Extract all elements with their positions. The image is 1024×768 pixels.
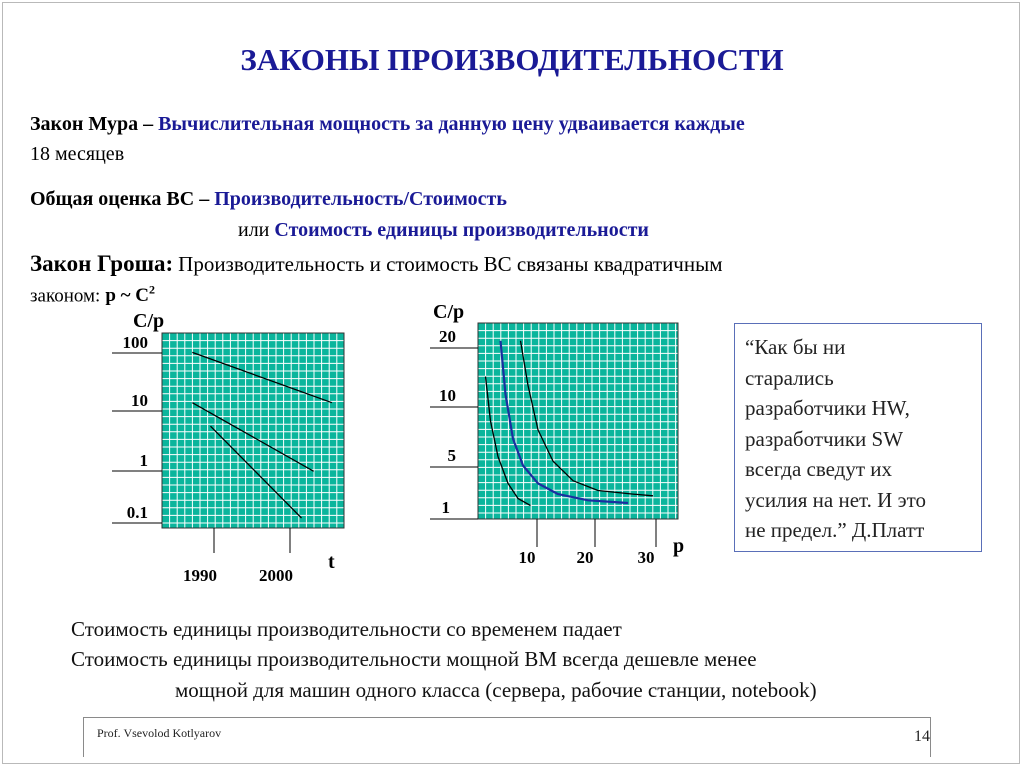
chart2-x-tick-label: 30 xyxy=(637,548,655,567)
grosch-formula-exponent: 2 xyxy=(149,283,155,297)
grosch-law-text: Производительность и стоимость ВС связаны квадратичным xyxy=(178,252,723,276)
general-estimate-line-2 xyxy=(238,219,649,242)
conclusion-line-3: мощной для машин одного класса (сервера, рабочие станции, notebook) xyxy=(175,678,817,702)
quote-line: разработчики SW xyxy=(745,426,904,451)
grosch-law-line xyxy=(30,251,723,277)
chart1-x-axis-label: t xyxy=(328,551,335,573)
moore-law-label: Закон Мура – xyxy=(30,113,154,135)
chart-cost-vs-time xyxy=(100,300,350,595)
chart1-y-axis-label: C/p xyxy=(133,310,165,332)
chart2-grid xyxy=(478,323,678,519)
grosch-label-part-1: Закон Грош xyxy=(30,251,154,276)
general-estimate-line xyxy=(30,188,507,211)
quote-line: усилия на нет. И это xyxy=(745,487,926,512)
chart2-y-tick-label: 20 xyxy=(439,327,456,346)
chart1-x-tick-label: 1990 xyxy=(183,566,217,585)
quote-line: “Как бы ни xyxy=(745,335,846,359)
general-estimate-label: Общая оценка ВС – xyxy=(30,188,210,210)
footer-divider xyxy=(83,717,931,718)
grosch-formula-base: p ~ C xyxy=(105,285,149,307)
chart2-x-axis-label: p xyxy=(673,535,685,557)
chart1-x-tick-label: 2000 xyxy=(259,566,293,585)
quote-line: не предел.” Д.Платт xyxy=(745,518,925,542)
grosch-law-text-2: законом: xyxy=(30,285,101,307)
moore-law-line-2: 18 месяцев xyxy=(30,143,125,165)
general-estimate-text-2: Стоимость единицы производительности xyxy=(274,219,649,241)
moore-law-line xyxy=(30,113,745,136)
chart2-y-tick-label: 1 xyxy=(441,498,450,517)
chart1-grid xyxy=(162,333,344,528)
chart2-y-tick-label: 10 xyxy=(439,386,456,405)
general-estimate-text: Производительность/Стоимость xyxy=(214,188,507,210)
chart1-y-tick-label: 1 xyxy=(139,451,148,470)
quote-box xyxy=(734,323,982,552)
chart2-x-tick-label: 10 xyxy=(518,548,536,567)
footer-author: Prof. Vsevolod Kotlyarov xyxy=(97,726,222,740)
footer-divider-left xyxy=(83,717,84,757)
chart1-y-tick-label: 0.1 xyxy=(126,503,148,522)
general-or-word: или xyxy=(238,219,270,241)
conclusion-line-1: Стоимость единицы производительности со временем падает xyxy=(71,617,622,641)
chart2-x-tick-label: 20 xyxy=(576,548,594,567)
chart1-y-tick-label: 100 xyxy=(122,333,148,352)
quote-line: старались xyxy=(745,365,834,390)
footer-divider-right xyxy=(930,717,931,757)
quote-line: всегда сведут их xyxy=(745,457,893,481)
grosch-law-label xyxy=(30,251,173,276)
chart1-y-tick-label: 10 xyxy=(131,391,148,410)
chart2-y-axis-label: C/p xyxy=(433,301,465,323)
page-number: 14 xyxy=(914,728,930,745)
conclusion-line-2: Стоимость единицы производительности мощной ВМ всегда дешевле менее xyxy=(71,647,757,671)
slide-title: ЗАКОНЫ ПРОИЗВОДИТЕЛЬНОСТИ xyxy=(240,42,784,77)
moore-law-text: Вычислительная мощность за данную цену удваивается каждые xyxy=(158,113,745,135)
chart-cost-vs-performance xyxy=(420,295,700,575)
quote-line: разработчики HW, xyxy=(745,396,910,420)
chart2-y-tick-label: 5 xyxy=(447,446,456,465)
grosch-label-part-2: а: xyxy=(153,251,174,276)
